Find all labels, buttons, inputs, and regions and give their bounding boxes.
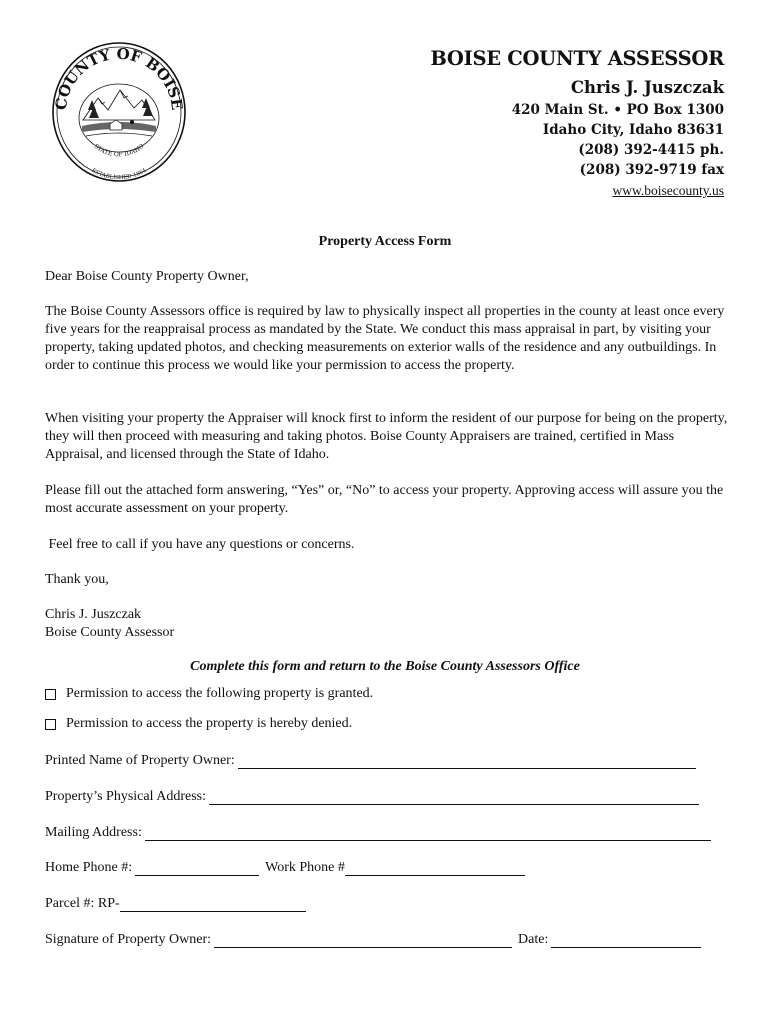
signature-name: Chris J. Juszczak (45, 607, 142, 622)
salutation: Dear Boise County Property Owner, (45, 269, 249, 284)
form-title: Property Access Form (318, 234, 452, 249)
address-line-1: 420 Main St. • PO Box 1300 (511, 102, 724, 118)
mailing-address-field[interactable] (145, 826, 711, 841)
physical-address-label: Property’s Physical Address: (45, 789, 206, 804)
work-phone-label: Work Phone # (265, 860, 345, 875)
address-line-2: Idaho City, Idaho 83631 (542, 122, 724, 138)
denied-label: Permission to access the property is hereby denied. (66, 716, 353, 731)
county-seal-logo (50, 40, 188, 185)
mailing-address-row (45, 825, 711, 841)
denied-checkbox[interactable] (45, 719, 56, 730)
paragraph-fill-out: Please fill out the attached form answering, “Yes” or, “No” to access your property. Approving access will assure you the most accurate assessment on your property. (45, 483, 724, 516)
option-granted[interactable] (45, 686, 373, 702)
svg-text:STATE OF IDAHO: STATE OF IDAHO (92, 142, 146, 159)
paragraph-inspection: The Boise County Assessors office is required by law to physically inspect all properties in the county at least once every five years for the reappraisal process as mandated by the State. We conduct this mass appraisal in part, by visiting your property, taking updated photos, and checking measurements on exterior walls of the residence and any outbuildings. In order to continue this process we would like your permission to access the property. (45, 304, 725, 373)
home-phone-field[interactable] (135, 861, 259, 876)
svg-text:ESTABLISHED 1864: ESTABLISHED 1864 (90, 167, 148, 182)
work-phone-field[interactable] (345, 861, 525, 876)
date-field[interactable] (551, 933, 701, 948)
mailing-address-label: Mailing Address: (45, 825, 142, 840)
physical-address-field[interactable] (209, 790, 699, 805)
granted-checkbox[interactable] (45, 689, 56, 700)
closing: Thank you, (45, 572, 109, 587)
fax-number: (208) 392-9719 fax (579, 162, 724, 178)
phone-number: (208) 392-4415 ph. (578, 142, 724, 158)
option-denied[interactable] (45, 716, 352, 732)
date-label: Date: (518, 932, 549, 947)
home-phone-label: Home Phone #: (45, 860, 133, 875)
parcel-row (45, 896, 306, 912)
parcel-field[interactable] (120, 897, 306, 912)
form-instructions: Complete this form and return to the Boise County Assessors Office (190, 659, 580, 674)
letterhead (430, 46, 724, 202)
printed-name-row (45, 753, 696, 769)
physical-address-row (45, 789, 699, 805)
website-link[interactable]: www.boisecounty.us (612, 183, 724, 198)
signature-title: Boise County Assessor (45, 625, 175, 640)
paragraph-call: Feel free to call if you have any questions or concerns. (45, 537, 355, 552)
printed-name-label: Printed Name of Property Owner: (45, 753, 235, 768)
granted-label: Permission to access the following property is granted. (66, 686, 374, 701)
phone-row (45, 860, 525, 876)
office-title: BOISE COUNTY ASSESSOR (430, 47, 724, 70)
signature-row (45, 932, 701, 948)
assessor-name: Chris J. Juszczak (570, 78, 724, 97)
signature-field[interactable] (214, 933, 512, 948)
signature-label: Signature of Property Owner: (45, 932, 212, 947)
printed-name-field[interactable] (238, 754, 696, 769)
parcel-label: Parcel #: RP- (45, 896, 120, 911)
paragraph-visit: When visiting your property the Appraiser will knock first to inform the resident of our purpose for being on the property, they will then proceed with measuring and taking photos. Boise County Appraisers are trained, certified in Mass Appraisal, and licensed through the State of Idaho. (45, 411, 728, 462)
svg-text:COUNTY OF BOISE: COUNTY OF BOISE (51, 44, 187, 112)
